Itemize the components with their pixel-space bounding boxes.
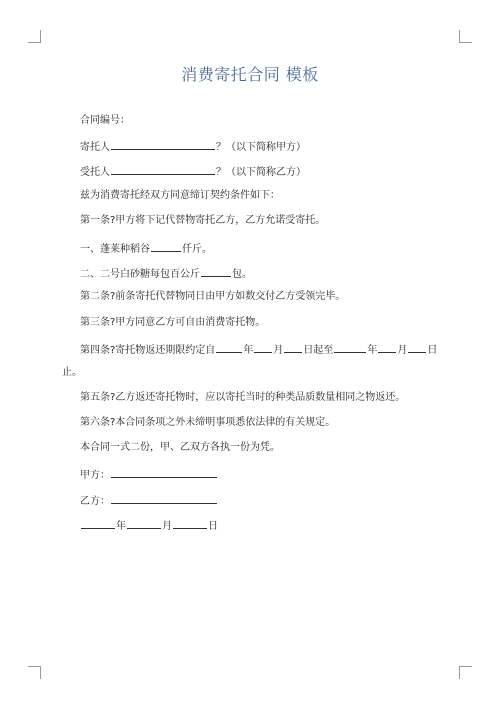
consignee-blank[interactable] — [111, 163, 215, 175]
signing-date-line — [80, 517, 218, 534]
consignor-blank[interactable] — [111, 138, 215, 150]
item-2-blank[interactable] — [201, 265, 231, 277]
item-2-line — [80, 265, 252, 282]
crop-mark-bottom-left — [28, 666, 41, 679]
article-4-prefix: 第四条?寄托物返还期限约定自 — [80, 345, 216, 356]
consignor-suffix: ？（以下简称甲方） — [216, 142, 306, 153]
consignor-label: 寄托人 — [80, 142, 110, 153]
end-year-blank[interactable] — [334, 341, 366, 353]
start-year-label: 年 — [243, 345, 254, 356]
article-4-tail: 止。 — [62, 367, 82, 378]
end-day-blank[interactable] — [408, 341, 426, 353]
end-month-blank[interactable] — [378, 341, 396, 353]
end-month-label: 月 — [397, 345, 408, 356]
crop-mark-top-right — [459, 30, 472, 43]
contract-number-label: 合同编号： — [80, 115, 130, 126]
party-b-blank[interactable] — [111, 492, 217, 504]
article-6: 第六条?本合同条项之外未缔明事项悉依法律的有关规定。 — [80, 417, 336, 428]
article-1: 第一条?甲方将下记代替物寄托乙方，乙方允诺受寄托。 — [80, 215, 326, 226]
consignee-suffix: ？（以下简称乙方） — [216, 167, 306, 178]
from-to-label: 日起至 — [303, 345, 334, 356]
sign-day-label: 日 — [208, 521, 218, 532]
item-2-suffix: 包。 — [232, 269, 252, 280]
party-b-line — [80, 492, 218, 509]
crop-mark-top-left — [28, 30, 41, 43]
consignor-line — [80, 138, 306, 155]
item-1-blank[interactable] — [151, 240, 181, 252]
item-1-line — [80, 240, 212, 257]
sign-day-blank[interactable] — [173, 517, 207, 529]
sign-month-blank[interactable] — [127, 517, 161, 529]
item-1-suffix: 仟斤。 — [182, 244, 212, 255]
start-year-blank[interactable] — [216, 341, 242, 353]
document-title: 消费寄托合同 模板 — [181, 65, 319, 84]
article-3: 第三条?甲方同意乙方可自由消费寄托物。 — [80, 317, 266, 328]
end-day-label: 日 — [427, 345, 438, 356]
party-a-blank[interactable] — [111, 466, 217, 478]
end-year-label: 年 — [367, 345, 378, 356]
sign-year-label: 年 — [116, 521, 126, 532]
start-day-blank[interactable] — [284, 341, 302, 353]
crop-mark-bottom-right — [459, 666, 472, 679]
article-5: 第五条?乙方返还寄托物时，应以寄托当时的种类品质数量相同之物返还。 — [80, 392, 406, 403]
copies-line: 本合同一式二份，甲、乙双方各执一份为凭。 — [80, 442, 280, 453]
contract-number-line — [80, 114, 130, 128]
consignee-line — [80, 163, 306, 180]
sign-month-label: 月 — [162, 521, 172, 532]
article-2: 第二条?前条寄托代替物同日由甲方如数交付乙方受领完毕。 — [80, 291, 346, 302]
consignee-label: 受托人 — [80, 167, 110, 178]
party-b-label: 乙方： — [80, 496, 110, 507]
intro-line: 兹为消费寄托经双方同意缔订契约条件如下： — [80, 190, 280, 201]
party-a-label: 甲方： — [80, 470, 110, 481]
sign-year-blank[interactable] — [81, 517, 115, 529]
start-month-label: 月 — [273, 345, 284, 356]
start-month-blank[interactable] — [254, 341, 272, 353]
article-4-line — [80, 341, 437, 358]
item-2-prefix: 二、二号白砂糖每包百公斤 — [80, 269, 200, 280]
item-1-prefix: 一、蓬莱种稻谷 — [80, 244, 150, 255]
party-a-line — [80, 466, 218, 483]
